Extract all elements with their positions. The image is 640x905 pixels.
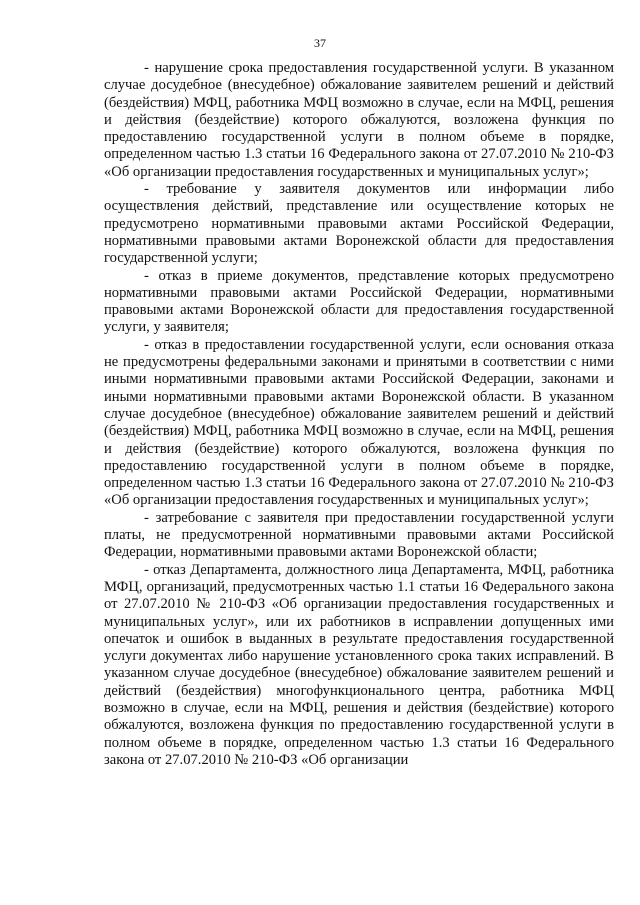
paragraph-refusal-to-correct: - отказ Департамента, должностного лица Департамента, МФЦ, работника МФЦ, организаций, предусмотренных частью 1.1 статьи 16 Федерального закона от 27.07.2010 № 210-ФЗ «Об организации предоставления государственных и муниципальных услуг», или их работников в исправлении допущенных ими опечаток и ошибок в выданных в результате предоставления государственной услуги документах либо нарушение установленного срока таких исправлений. В указанном случае досудебное (внесудебное) обжалование заявителем решений и действий (бездействия) многофункционального центра, работника МФЦ возможно в случае, если на МФЦ, решения и действия (бездействие) которого обжалуются, возложена функция по предоставлению государственной услуги в полном объеме в порядке, определенном частью 1.3 статьи 16 Федерального закона от 27.07.2010 № 210-ФЗ «Об организации	[104, 561, 614, 768]
paragraph-document-request: - требование у заявителя документов или информации либо осуществления действий, представление или осуществление которых не предусмотрено нормативными правовыми актами Российской Федерации, нормативными правовыми актами Воронежской области для предоставления государственной услуги;	[104, 181, 614, 267]
paragraph-violation-of-deadline: - нарушение срока предоставления государственной услуги. В указанном случае досудебное (внесудебное) обжалование заявителем решений и действий (бездействия) МФЦ, работника МФЦ возможно в случае, если на МФЦ, решения и действия (бездействие) которого обжалуются, возложена функция по предоставлению государственной услуги в полном объеме в порядке, определенном частью 1.3 статьи 16 Федерального закона от 27.07.2010 № 210-ФЗ «Об организации предоставления государственных и муниципальных услуг»;	[104, 60, 614, 180]
paragraph-fee-demand: - затребование с заявителя при предоставлении государственной услуги платы, не предусмотренной нормативными правовыми актами Российской Федерации, нормативными правовыми актами Воронежской области;	[104, 509, 614, 561]
document-body	[104, 60, 614, 769]
page-number: 37	[314, 36, 326, 50]
paragraph-refusal-to-accept: - отказ в приеме документов, представление которых предусмотрено нормативными правовыми актами Российской Федерации, нормативными правовыми актами Воронежской области для предоставления государственной услуги, у заявителя;	[104, 267, 614, 336]
paragraph-refusal-of-service: - отказ в предоставлении государственной услуги, если основания отказа не предусмотрены федеральными законами и принятыми в соответствии с ними иными нормативными правовыми актами Российской Федерации, законами и иными нормативными правовыми актами Воронежской области. В указанном случае досудебное (внесудебное) обжалование заявителем решений и действий (бездействия) МФЦ, работника МФЦ возможно в случае, если на МФЦ, решения и действия (бездействие) которого обжалуются, возложена функция по предоставлению государственной услуги в полном объеме в порядке, определенном частью 1.3 статьи 16 Федерального закона от 27.07.2010 № 210-ФЗ «Об организации предоставления государственных и муниципальных услуг»;	[104, 336, 614, 509]
